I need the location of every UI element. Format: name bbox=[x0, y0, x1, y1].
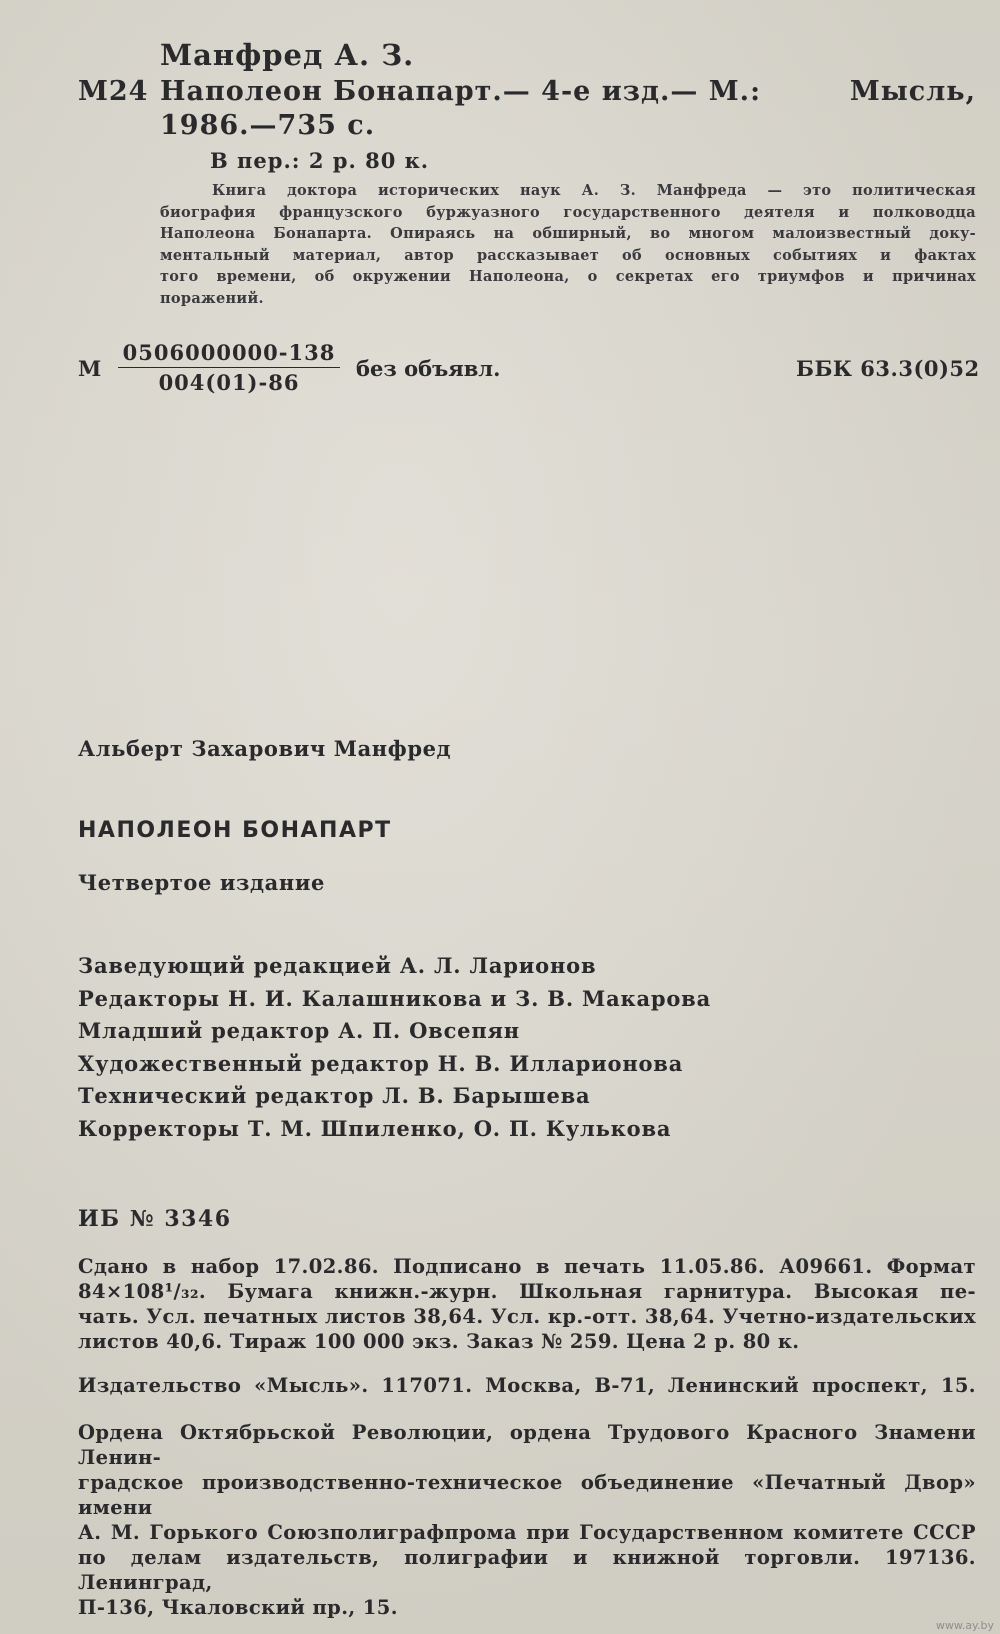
site-watermark: www.ay.by bbox=[935, 1619, 994, 1632]
book-title: НАПОЛЕОН БОНАПАРТ bbox=[78, 818, 392, 843]
no-announcement: без объявл. bbox=[356, 356, 501, 381]
printer-line: градское производственно-техническое объединение «Печатный Двор» имени bbox=[78, 1471, 976, 1519]
credits-list bbox=[78, 950, 711, 1145]
technical-line: чать. Усл. печатных листов 38,64. Усл. кр.-отт. 38,64. Учетно-издательских bbox=[78, 1305, 976, 1328]
printer-line: по делам издательств, полиграфии и книжной торговли. 197136. Ленинград, bbox=[78, 1546, 976, 1594]
catalog-m-letter: М bbox=[78, 356, 102, 381]
catalog-code: М24 bbox=[78, 76, 149, 107]
printer-line: Ордена Октябрьской Революции, ордена Трудового Красного Знамени Ленин- bbox=[78, 1421, 976, 1469]
bbk-code: ББК 63.3(0)52 bbox=[796, 356, 980, 381]
index-denominator: 004(01)-86 bbox=[158, 370, 300, 395]
catalog-title-right: Мысль, bbox=[849, 76, 976, 107]
credit-line: Заведующий редакцией А. Л. Ларионов bbox=[78, 953, 597, 978]
credit-line: Редакторы Н. И. Калашникова и З. В. Макарова bbox=[78, 985, 711, 1011]
credit-line: Технический редактор Л. В. Барышева bbox=[78, 1083, 591, 1108]
annotation-line: биография французского буржуазного государственного деятеля и полководца bbox=[160, 203, 976, 221]
author-full-name: Альберт Захарович Манфред bbox=[78, 736, 452, 761]
technical-line: Сдано в набор 17.02.86. Подписано в печать 11.05.86. А09661. Формат bbox=[78, 1255, 976, 1278]
index-numerator: 0506000000-138 bbox=[122, 340, 336, 365]
technical-line: 84×108¹/₃₂. Бумага книжн.-журн. Школьная гарнитура. Высокая пе- bbox=[78, 1280, 976, 1303]
ib-number: ИБ № 3346 bbox=[78, 1206, 232, 1232]
credit-line: Художественный редактор Н. В. Илларионова bbox=[78, 1050, 684, 1076]
printer-details bbox=[78, 1420, 976, 1620]
printer-line: П-136, Чкаловский пр., 15. bbox=[78, 1596, 398, 1619]
edition: Четвертое издание bbox=[78, 870, 325, 895]
credit-line: Корректоры Т. М. Шпиленко, О. П. Кулькова bbox=[78, 1115, 672, 1141]
technical-line: листов 40,6. Тираж 100 000 экз. Заказ № 259. Цена 2 р. 80 к. bbox=[78, 1330, 800, 1353]
credit-line: Младший редактор А. П. Овсепян bbox=[78, 1018, 520, 1043]
catalog-index-fraction bbox=[120, 340, 338, 395]
annotation-line: Наполеона Бонапарта. Опираясь на обширный, во многом малоизвестный доку- bbox=[160, 225, 976, 242]
catalog-annotation bbox=[160, 180, 976, 309]
annotation-line: поражений. bbox=[160, 289, 264, 307]
printer-line: А. М. Горького Союзполиграфпрома при Государственном комитете СССР bbox=[78, 1521, 976, 1544]
catalog-title-line bbox=[160, 76, 976, 107]
annotation-line: ментальный материал, автор рассказывает об основных событиях и фактах bbox=[160, 246, 976, 264]
technical-details bbox=[78, 1254, 976, 1354]
annotation-line: Книга доктора исторических наук А. З. Манфреда — это политическая bbox=[212, 182, 976, 199]
publisher-address: Издательство «Мысль». 117071. Москва, В-71, Ленинский проспект, 15. bbox=[78, 1374, 976, 1397]
catalog-price: В пер.: 2 р. 80 к. bbox=[210, 148, 430, 173]
annotation-line: того времени, об окружении Наполеона, о секретах его триумфов и причинах bbox=[160, 268, 976, 285]
catalog-title-left: Наполеон Бонапарт.— 4-е изд.— М.: bbox=[160, 76, 762, 107]
catalog-author: Манфред А. З. bbox=[160, 38, 415, 72]
catalog-year-pages: 1986.—735 с. bbox=[160, 110, 376, 141]
